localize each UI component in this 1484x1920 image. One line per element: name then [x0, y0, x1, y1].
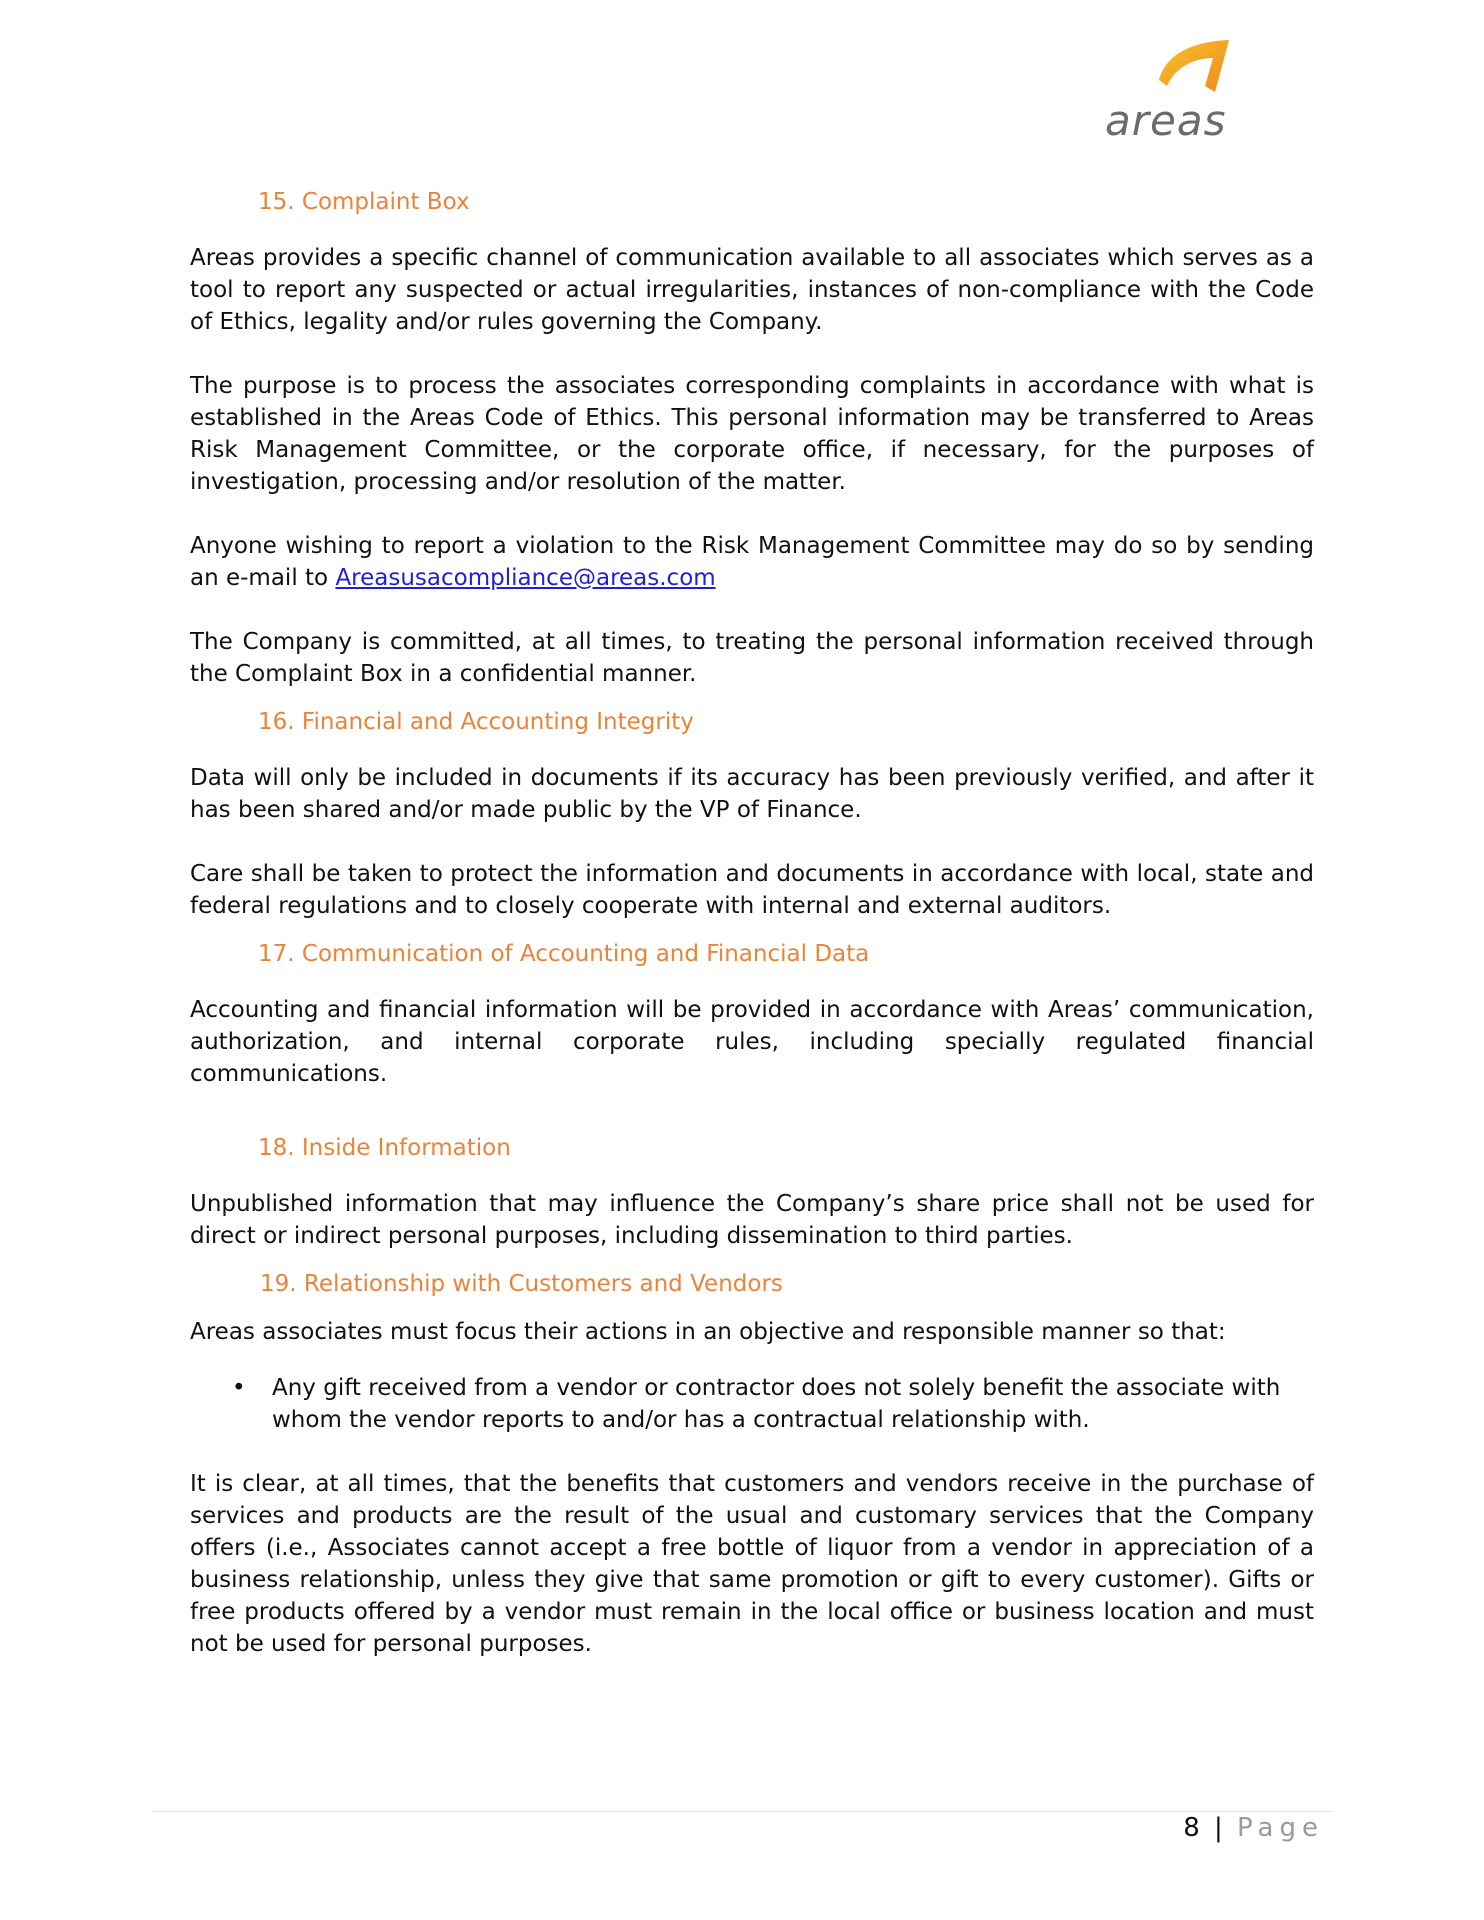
section-heading: 16. Financial and Accounting Integrity: [258, 709, 694, 735]
section-heading: 15. Complaint Box: [258, 189, 470, 215]
paragraph-text: Anyone wishing to report a violation to the Risk Management Committee may do so by sending an e-mail to: [190, 533, 1314, 591]
paragraph: Unpublished information that may influence the Company’s share price shall not be used for direct or indirect personal purposes, including dissemination to third parties.: [190, 1191, 1314, 1249]
paragraph: Data will only be included in documents if its accuracy has been previously verified, and after it has been shared and/or made public by the VP of Finance.: [190, 765, 1314, 823]
footer-separator: |: [1214, 1813, 1223, 1843]
section-heading: 17. Communication of Accounting and Financial Data: [258, 941, 870, 967]
footer-divider: [152, 1811, 1332, 1812]
paragraph: The Company is committed, at all times, to treating the personal information received through the Complaint Box in a confidential manner.: [190, 629, 1314, 687]
bullet-icon: •: [232, 1375, 246, 1401]
paragraph: Areas provides a specific channel of communication available to all associates which serves as a tool to report any suspected or actual irregularities, instances of non-compliance with the Code of Ethics, legality and/or rules governing the Company.: [190, 245, 1314, 335]
list-item: [190, 1372, 1314, 1436]
section-heading: 19. Relationship with Customers and Vendors: [260, 1271, 783, 1297]
areas-logo: [1105, 36, 1245, 145]
page-footer: [1183, 1810, 1324, 1846]
paragraph: Areas associates must focus their actions in an objective and responsible manner so that:: [190, 1319, 1226, 1345]
list-item-text: Any gift received from a vendor or contractor does not solely benefit the associate with whom the vendor reports to and/or has a contractual relationship with.: [272, 1375, 1281, 1433]
page-number: 8: [1183, 1813, 1200, 1843]
page-label: Page: [1237, 1813, 1324, 1843]
paragraph: It is clear, at all times, that the benefits that customers and vendors receive in the purchase of services and products are the result of the usual and customary services that the Company offers (i.e., Associates cannot accept a free bottle of liquor from a vendor in appreciation of a business relationship, unless they give that same promotion or gift to every customer). Gifts or free products offered by a vendor must remain in the local office or business location and must not be used for personal purposes.: [190, 1471, 1314, 1657]
paragraph: Accounting and financial information will be provided in accordance with Areas’ communication, authorization, and internal corporate rules, including specially regulated financial communications.: [190, 997, 1314, 1087]
paragraph: Care shall be taken to protect the information and documents in accordance with local, state and federal regulations and to closely cooperate with internal and external auditors.: [190, 861, 1314, 919]
section-heading: 18. Inside Information: [258, 1135, 511, 1161]
paragraph: The purpose is to process the associates corresponding complaints in accordance with what is established in the Areas Code of Ethics. This personal information may be transferred to Areas Risk Management Committee, or the corporate office, if necessary, for the purposes of investigation, processing and/or resolution of the matter.: [190, 373, 1314, 495]
email-paragraph: [190, 530, 1314, 594]
logo-wordmark: areas: [1105, 96, 1227, 145]
document-body: [190, 186, 1314, 1660]
logo-swoosh-icon: [1153, 36, 1243, 98]
compliance-email-link[interactable]: Areasusacompliance@areas.com: [335, 565, 716, 591]
